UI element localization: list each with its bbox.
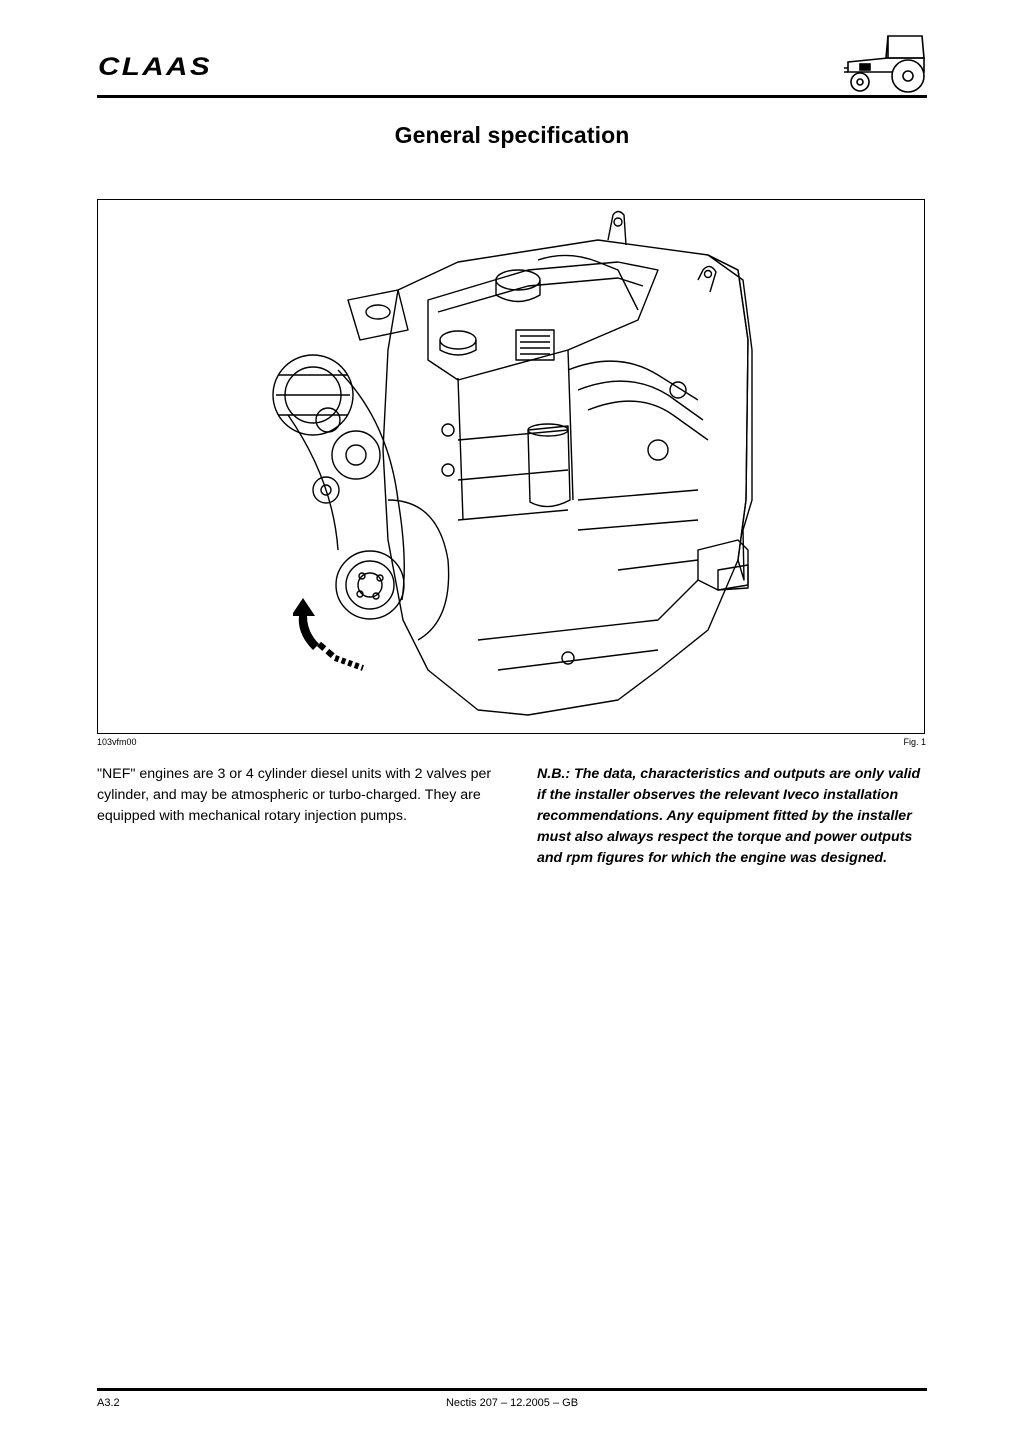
tractor-icon [838, 28, 930, 94]
page-title: General specification [394, 122, 630, 148]
header-rule [97, 95, 927, 98]
note-paragraph: N.B.: The data, characteristics and outputs are only valid if the installer observes the relevant Iveco installation recommendations. Any equipment fitted by the installer must also always respect the torque and power outputs and rpm figures for which the engine was designed. [537, 766, 921, 866]
figure-number: Fig. 1 [903, 737, 926, 747]
page-number: A3.2 [97, 1397, 120, 1409]
document-reference: Nectis 207 – 12.2005 – GB [445, 1397, 579, 1409]
intro-paragraph: "NEF" engines are 3 or 4 cylinder diesel units with 2 valves per cylinder, and may be atmospheric or turbo-charged. They are equipped with mechanical rotary injection pumps. [97, 766, 492, 824]
rotation-direction-arrow [293, 598, 368, 678]
engine-illustration [98, 200, 926, 735]
brand-wordmark: CLAAS [98, 56, 212, 78]
figure-code: 103vfm00 [97, 737, 137, 747]
figure-frame [97, 199, 925, 734]
footer-rule [97, 1388, 927, 1391]
claas-logo [98, 56, 214, 78]
